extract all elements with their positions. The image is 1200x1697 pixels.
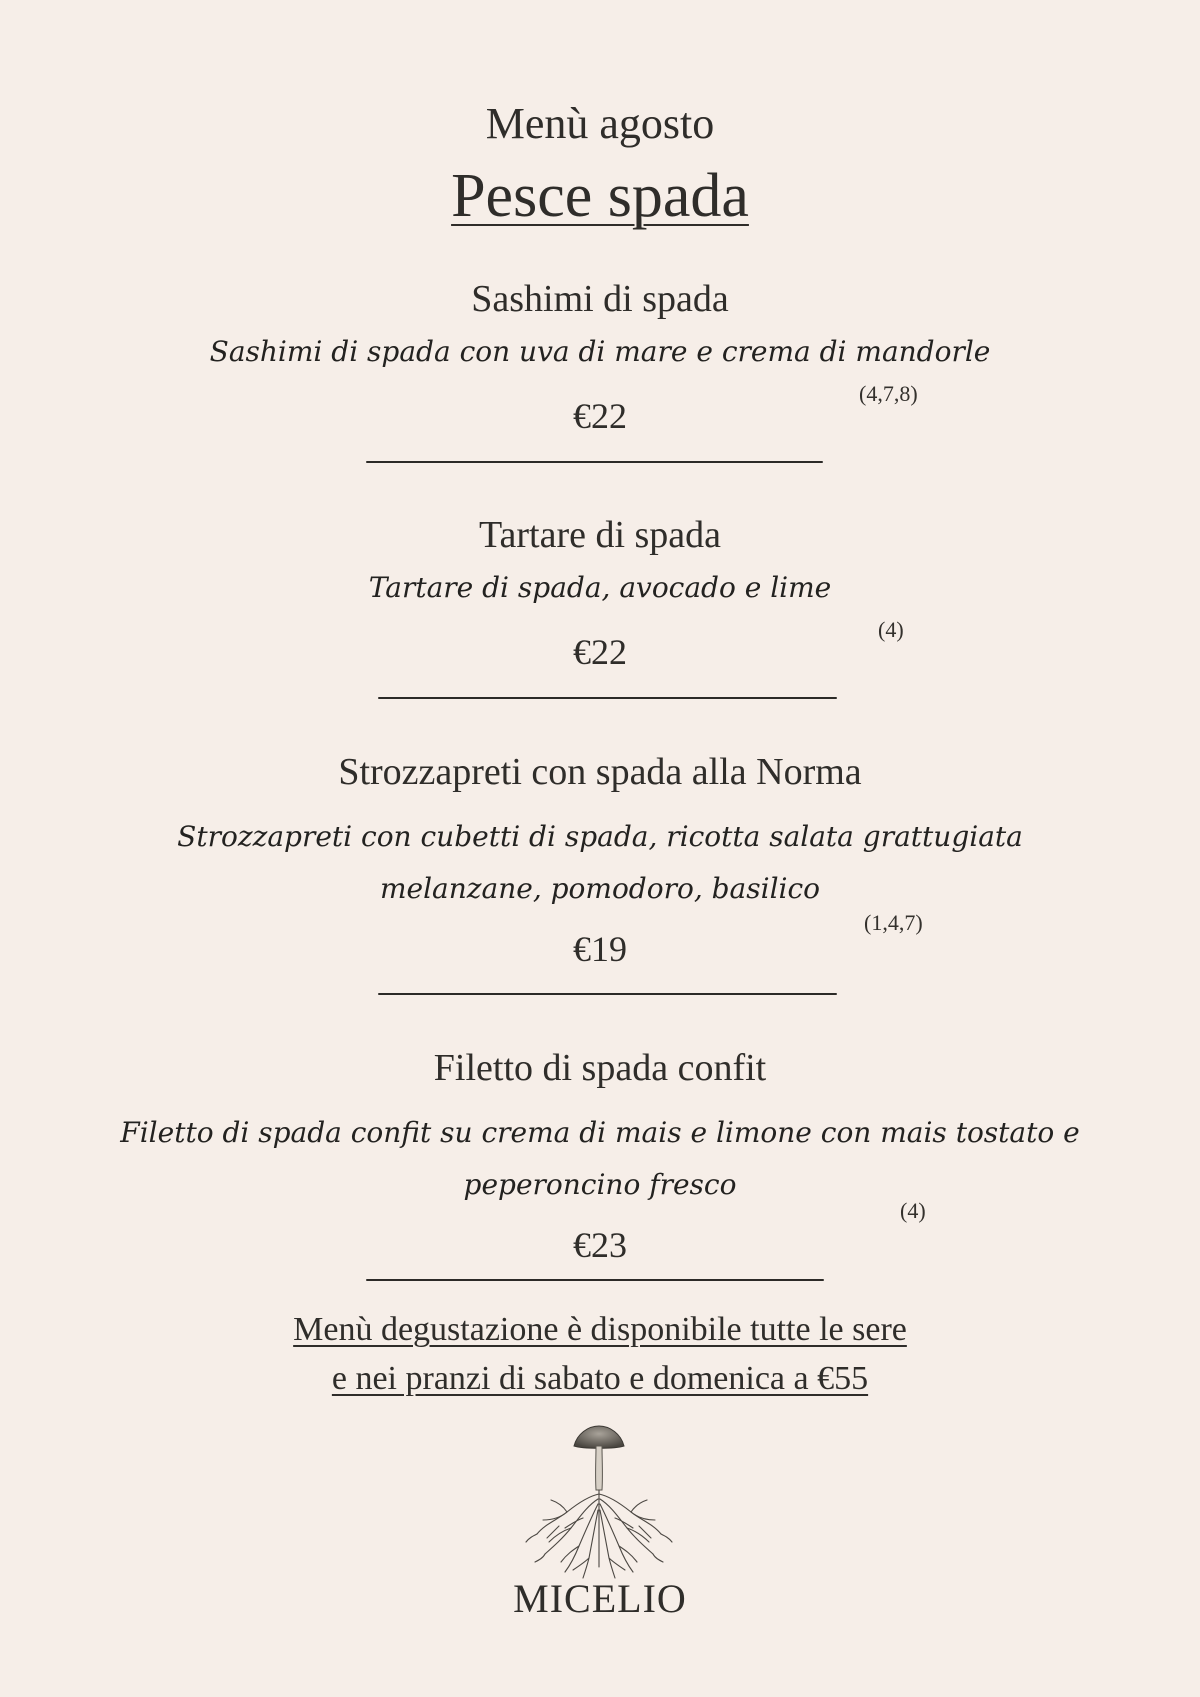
divider (378, 697, 837, 699)
divider (366, 461, 823, 463)
menu-heading: Menù agosto (485, 99, 715, 148)
tasting-menu-note (0, 1305, 1200, 1403)
dish-description-strozzapreti-line-1: Strozzapreti con cubetti di spada, ricotta salata grattugiata (177, 820, 1023, 853)
allergens-tartare: (4) (878, 617, 904, 642)
tasting-menu-note-line-1: Menù degustazione è disponibile tutte le sere (293, 1311, 907, 1348)
dish-name-tartare: Tartare di spada (478, 514, 722, 556)
dish-description-sashimi: Sashimi di spada con uva di mare e crema di mandorle (209, 335, 991, 368)
dish-name-filetto: Filetto di spada confit (433, 1047, 767, 1089)
dish-description-filetto-line-2: peperoncino fresco (463, 1168, 737, 1201)
mushroom-mycelium-logo-icon (519, 1422, 679, 1582)
dish-description-strozzapreti-line-2: melanzane, pomodoro, basilico (379, 872, 821, 905)
dish-price-strozzapreti: €19 (573, 929, 627, 969)
dish-price-tartare: €22 (573, 632, 627, 672)
allergens-sashimi: (4,7,8) (859, 381, 918, 406)
allergens-strozzapreti: (1,4,7) (864, 910, 923, 935)
dish-description-filetto-line-1: Filetto di spada confit su crema di mais e limone con mais tostato e (120, 1116, 1080, 1149)
menu-title: Pesce spada (451, 162, 749, 230)
dish-name-sashimi: Sashimi di spada (471, 278, 729, 320)
tasting-menu-note-line-2: e nei pranzi di sabato e domenica a €55 (331, 1360, 869, 1397)
divider (366, 1279, 824, 1281)
dish-price-filetto: €23 (573, 1225, 627, 1265)
dish-description-tartare: Tartare di spada, avocado e lime (368, 571, 832, 604)
dish-name-strozzapreti: Strozzapreti con spada alla Norma (338, 751, 862, 793)
brand-name: MICELIO (513, 1576, 687, 1621)
divider (378, 993, 837, 995)
dish-price-sashimi: €22 (573, 396, 627, 436)
allergens-filetto: (4) (900, 1198, 926, 1223)
